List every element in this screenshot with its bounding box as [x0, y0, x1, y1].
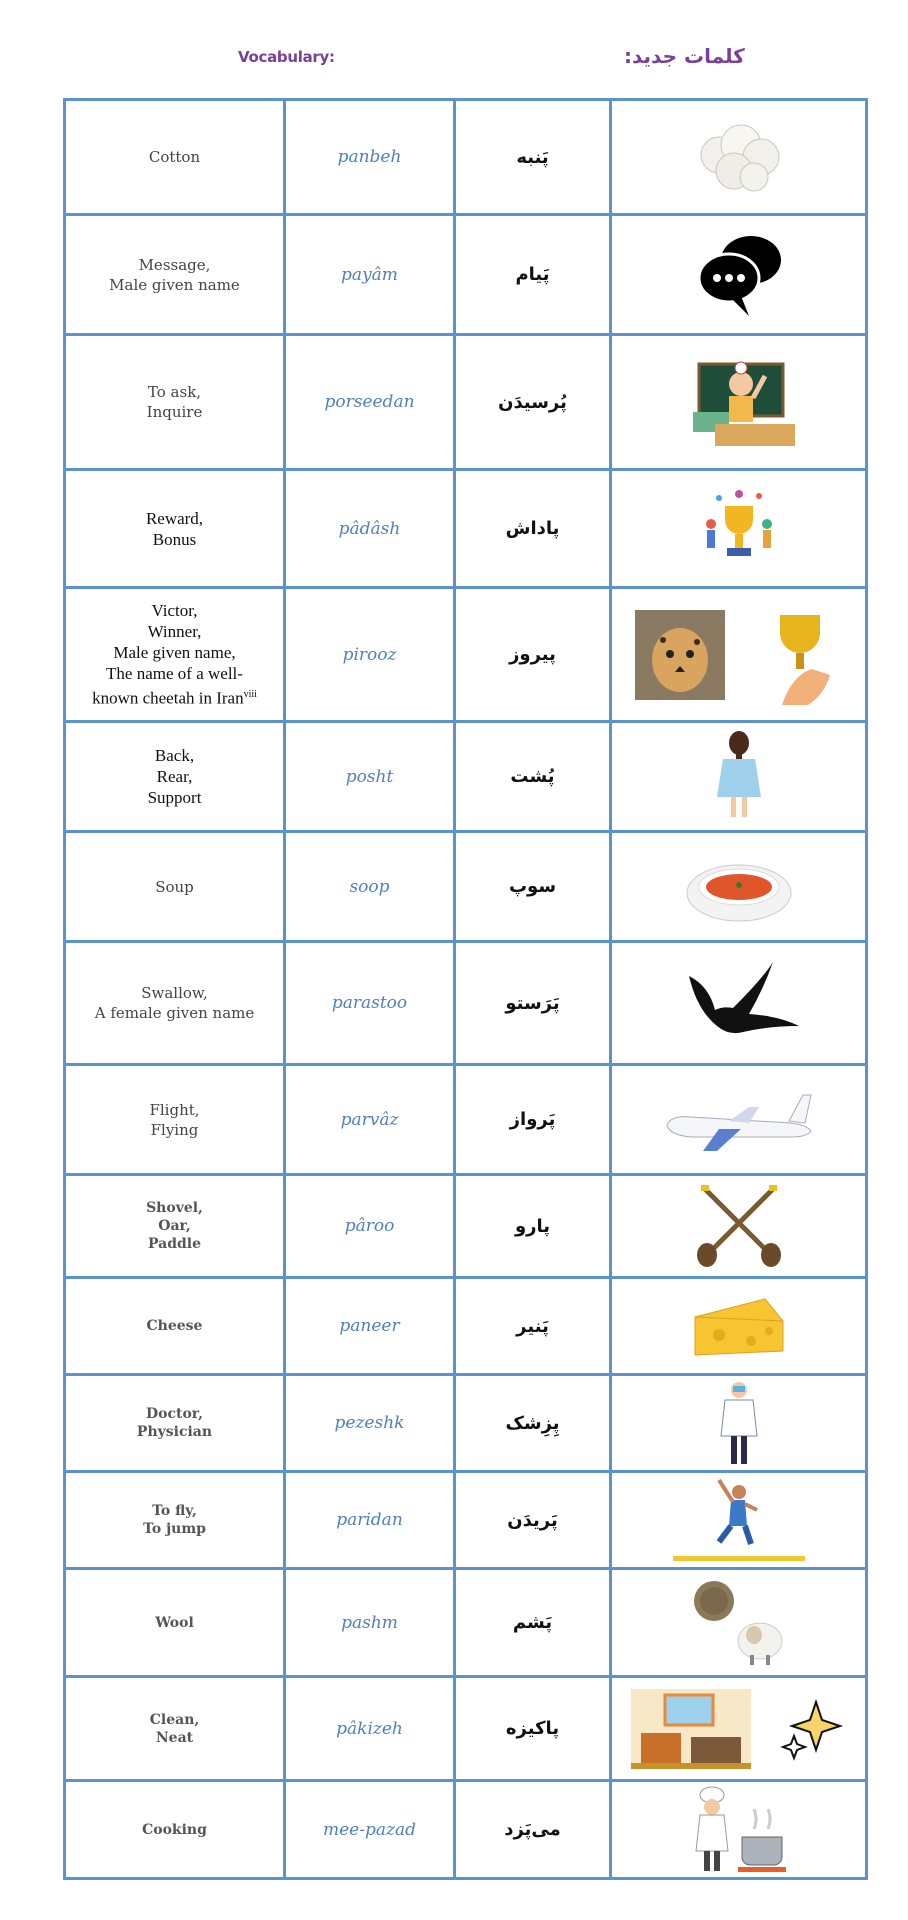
- cheetah-icon: [635, 610, 725, 700]
- persian-word: پَیام: [515, 264, 550, 285]
- trophy-team-icon: [689, 484, 789, 574]
- vocabulary-heading: Vocabulary:: [238, 48, 335, 66]
- table-row: [65, 722, 867, 832]
- table-row: [65, 1375, 867, 1472]
- persian-word: پُرسیدَن: [498, 391, 567, 413]
- english-meaning: To ask, Inquire: [146, 383, 203, 421]
- table-row: [65, 470, 867, 588]
- table-row: [65, 1569, 867, 1677]
- english-meaning: Doctor, Physician: [136, 1406, 213, 1440]
- table-row: [65, 100, 867, 215]
- english-meaning: Message, Male given name: [109, 255, 240, 294]
- english-meaning: Shovel, Oar, Paddle: [146, 1200, 203, 1252]
- doctor-icon: [709, 1378, 769, 1468]
- english-meaning: Swallow, A female given name: [94, 984, 255, 1022]
- table-row: [65, 1175, 867, 1278]
- transliteration: soop: [349, 876, 390, 897]
- english-meaning: Reward, Bonus: [145, 508, 204, 549]
- transliteration: pezeshk: [334, 1413, 405, 1433]
- persian-word: پارو: [514, 1215, 551, 1237]
- english-meaning: Flight, Flying: [149, 1100, 200, 1139]
- footnote-marker: viii: [243, 689, 257, 701]
- transliteration: mee-pazad: [323, 1819, 416, 1840]
- transliteration: pâdâsh: [338, 518, 401, 539]
- persian-word: پیروز: [509, 644, 556, 665]
- english-meaning: Cooking: [142, 1821, 207, 1838]
- airplane-icon: [659, 1085, 819, 1155]
- table-row: [65, 1677, 867, 1781]
- table-row: [65, 335, 867, 470]
- table-row: [65, 215, 867, 335]
- transliteration: pâkizeh: [336, 1718, 403, 1739]
- english-meaning: Victor, Winner, Male given name, The name of a well- known cheetah in Iran$^{viii}$: [92, 601, 257, 708]
- persian-word: پُشت: [510, 766, 555, 787]
- persian-word: پاداش: [505, 518, 560, 539]
- persian-word: سوپ: [508, 876, 557, 897]
- english-meaning: To fly, To jump: [143, 1503, 206, 1537]
- transliteration: paridan: [336, 1510, 403, 1530]
- transliteration: parvâz: [340, 1109, 399, 1130]
- crossed-shovels-icon: [689, 1183, 789, 1269]
- sparkles-icon: [780, 1696, 846, 1762]
- swallow-bird-icon: [679, 958, 799, 1048]
- transliteration: parastoo: [331, 993, 408, 1013]
- trophy-hand-icon: [762, 605, 842, 705]
- transliteration: panbeh: [337, 147, 402, 167]
- persian-word: پَشم: [512, 1612, 553, 1633]
- clean-room-icon: [631, 1689, 751, 1769]
- student-asking-icon: [679, 352, 799, 452]
- speech-bubbles-icon: [689, 230, 789, 320]
- transliteration: paneer: [339, 1316, 400, 1336]
- soup-bowl-icon: [684, 847, 794, 927]
- transliteration: pashm: [341, 1612, 398, 1633]
- table-row: [65, 1278, 867, 1375]
- transliteration: pirooz: [342, 644, 397, 665]
- english-meaning: Cheese: [146, 1318, 203, 1334]
- transliteration: porseedan: [324, 392, 415, 412]
- persian-word: پِزِشک: [505, 1412, 560, 1434]
- table-row: [65, 1781, 867, 1879]
- persian-word: پَنبه: [516, 146, 549, 168]
- transliteration: pâroo: [344, 1216, 395, 1236]
- english-meaning: Clean, Neat: [149, 1711, 200, 1746]
- persian-word: پَریدَن: [507, 1509, 558, 1531]
- english-meaning: Wool: [155, 1614, 194, 1631]
- chef-cooking-icon: [684, 1785, 794, 1875]
- english-meaning: Cotton: [148, 148, 201, 166]
- table-row: [65, 588, 867, 722]
- transliteration: posht: [345, 766, 394, 787]
- table-row: [65, 942, 867, 1065]
- transliteration: payâm: [341, 264, 398, 285]
- jumping-man-icon: [669, 1474, 809, 1566]
- table-row: [65, 1065, 867, 1175]
- persian-word: پَنیر: [516, 1315, 549, 1337]
- wool-and-sheep-icon: [684, 1577, 794, 1669]
- table-row: [65, 832, 867, 942]
- english-meaning: Back, Rear, Support: [147, 746, 202, 807]
- cheese-icon: [689, 1291, 789, 1361]
- persian-word: پاکیزه: [505, 1718, 560, 1739]
- persian-heading: کلمات جدید:: [624, 44, 745, 68]
- persian-word: پَرواز: [509, 1109, 556, 1130]
- persian-word: می‌پَزد: [504, 1819, 561, 1840]
- table-row: [65, 1472, 867, 1569]
- cotton-icon: [689, 117, 789, 197]
- english-meaning: Soup: [155, 877, 194, 896]
- girl-back-icon: [709, 729, 769, 824]
- persian-word: پَرَستو: [505, 992, 560, 1014]
- vocabulary-table: [63, 98, 868, 1880]
